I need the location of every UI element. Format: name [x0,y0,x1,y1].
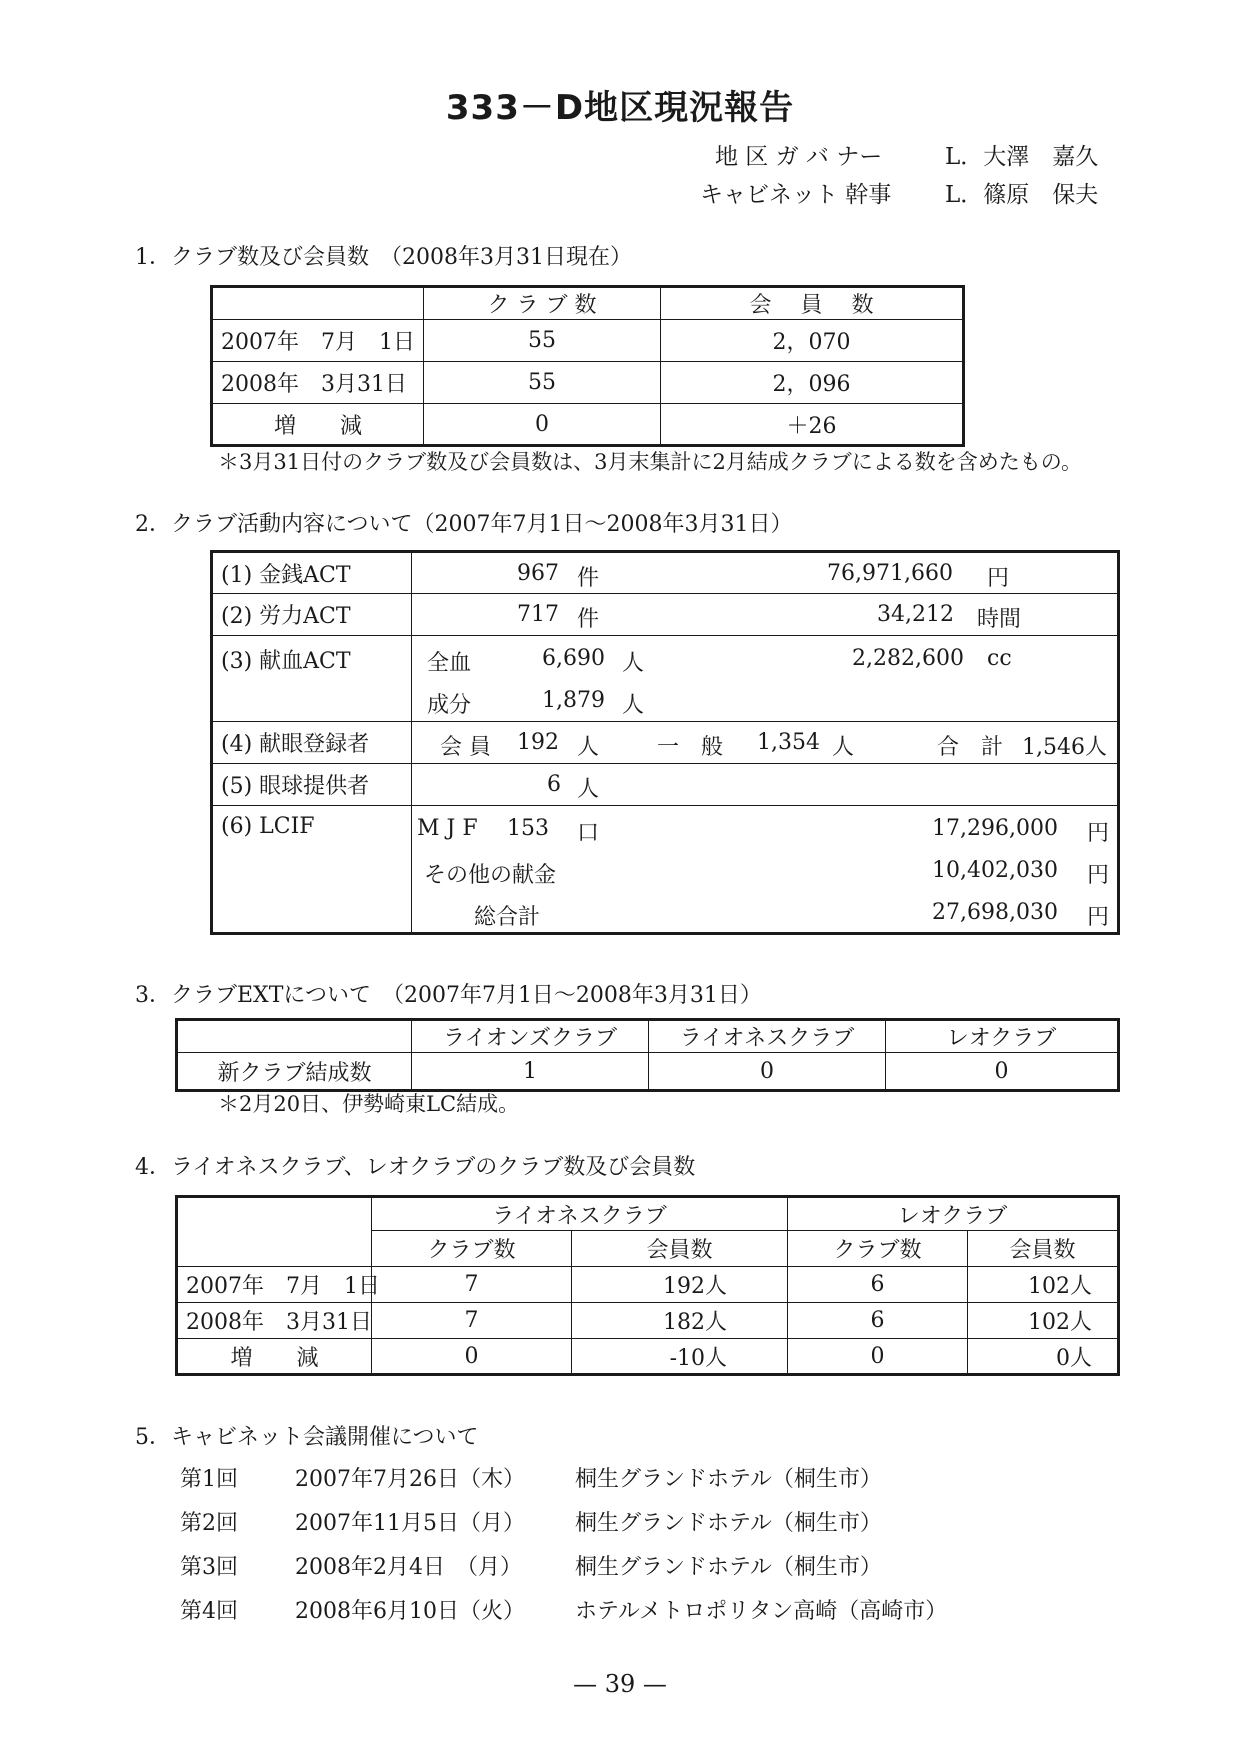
meeting-no: 第4回 [180,1599,238,1624]
component-label: 成分 [427,693,472,718]
section-4-heading: 4．ライオネスクラブ、レオクラブのクラブ数及び会員数 [135,1155,696,1180]
table-row [177,1303,1119,1339]
lioness-club-count: 0 [372,1339,572,1375]
lioness-club-count: 0 [649,1053,886,1091]
table-row [212,404,964,446]
header-cell: ライオンズクラブ [412,1020,649,1053]
subheader-cell: クラブ数 [372,1231,572,1267]
club-member-table [210,285,965,447]
member-count: ＋26 [660,404,963,446]
general-unit: 人 [832,735,855,760]
amount-unit: 円 [987,566,1010,591]
lioness-member-count: 192人 [572,1267,788,1303]
activity-table [210,550,1120,935]
other-donation-unit: 円 [1087,863,1110,888]
header-cell: 会 員 数 [660,287,963,320]
row-label: (6) LCIF [212,806,412,934]
count-value: 967 [517,561,559,586]
header-cell: ク ラ ブ 数 [423,287,660,320]
row-label: 2008年 3月31日 [177,1303,372,1339]
meeting-date: 2008年2月4日 （月） [295,1555,522,1580]
mjf-unit: 口 [577,821,600,846]
row-label: (3) 献血ACT [212,636,412,722]
lioness-leo-table [175,1195,1120,1376]
meeting-venue: 桐生グランドホテル（桐生市） [575,1511,882,1536]
subheader-cell: 会員数 [572,1231,788,1267]
subheader-cell: 会員数 [968,1231,1119,1267]
grand-total-label: 総合計 [474,905,541,930]
row-label: (1) 金銭ACT [212,552,412,594]
meeting-no: 第1回 [180,1467,238,1492]
total-value: 1,546人 [1022,735,1107,760]
whole-blood-value: 6,690 [542,646,605,671]
section-3-heading: 3．クラブEXTについて （2007年7月1日～2008年3月31日） [135,983,762,1008]
extension-table [175,1018,1120,1092]
member-unit: 人 [577,735,600,760]
amount-value: 34,212 [877,602,954,627]
page-title: 333－D地区現況報告 [445,88,795,128]
meeting-venue: ホテルメトロポリタン高崎（高崎市） [575,1599,948,1624]
lioness-member-count: 182人 [572,1303,788,1339]
header-blank [177,1197,372,1267]
section-3-note: ＊2月20日、伊勢崎東LC結成。 [218,1092,520,1116]
table-header-row [177,1020,1119,1053]
header-cell: ライオネスクラブ [649,1020,886,1053]
leo-member-count: 0人 [968,1339,1119,1375]
row-label: 2008年 3月31日 [212,362,424,404]
club-count: 55 [423,362,660,404]
grand-total-unit: 円 [1087,905,1110,930]
amount-unit: 時間 [977,607,1022,632]
count-value: 717 [517,602,559,627]
leo-member-count: 102人 [968,1267,1119,1303]
lioness-member-count: -10人 [572,1339,788,1375]
leo-member-count: 102人 [968,1303,1119,1339]
officer-name-secretary: L．篠原 保夫 [945,182,1099,208]
lioness-club-count: 7 [372,1303,572,1339]
meeting-no: 第3回 [180,1555,238,1580]
table-row [212,722,1119,764]
lions-club-count: 1 [412,1053,649,1091]
whole-blood-unit: 人 [622,651,645,676]
mjf-label: M J F [417,816,478,841]
donor-value: 6 [547,772,561,797]
group-header-lioness: ライオネスクラブ [372,1197,788,1231]
group-header-leo: レオクラブ [788,1197,1119,1231]
count-unit: 件 [577,607,600,632]
table-row [212,320,964,362]
member-count: 2，070 [660,320,963,362]
header-cell: レオクラブ [886,1020,1119,1053]
row-label: 増 減 [177,1339,372,1375]
member-label: 会 員 [440,735,491,760]
other-donation-label: その他の献金 [424,863,557,888]
leo-club-count: 0 [886,1053,1119,1091]
table-row [212,552,1119,594]
meeting-date: 2008年6月10日（火） [295,1599,525,1624]
table-row [177,1053,1119,1091]
meeting-date: 2007年7月26日（木） [295,1467,525,1492]
row-label: (2) 労力ACT [212,594,412,636]
officer-name-governor: L．大澤 嘉久 [945,144,1099,170]
member-count: 2，096 [660,362,963,404]
page-number: — 39 — [573,1670,667,1698]
meeting-no: 第2回 [180,1511,238,1536]
section-5-heading: 5．キャビネット会議開催について [135,1425,479,1450]
section-2-heading: 2．クラブ活動内容について（2007年7月1日～2008年3月31日） [135,512,793,537]
subheader-cell: クラブ数 [788,1231,968,1267]
table-row [212,764,1119,806]
table-row [212,636,1119,722]
row-label: 新クラブ結成数 [177,1053,412,1091]
leo-club-count: 6 [788,1303,968,1339]
mjf-value: 153 [507,816,549,841]
row-label: 2007年 7月 1日 [212,320,424,362]
table-header-row [212,287,964,320]
component-value: 1,879 [542,688,605,713]
table-row [212,594,1119,636]
grand-total-amount: 27,698,030 [932,900,1058,925]
meeting-venue: 桐生グランドホテル（桐生市） [575,1467,882,1492]
officer-role-secretary: キャビネット 幹事 [700,182,892,208]
header-cell [177,1020,412,1053]
count-unit: 件 [577,566,600,591]
component-unit: 人 [622,693,645,718]
meeting-venue: 桐生グランドホテル（桐生市） [575,1555,882,1580]
meeting-date: 2007年11月5日（月） [295,1511,525,1536]
table-header-row [177,1197,1119,1231]
row-label: (5) 眼球提供者 [212,764,412,806]
total-label: 合 計 [937,735,1004,760]
donor-unit: 人 [577,777,600,802]
whole-blood-label: 全血 [427,651,472,676]
table-row [177,1339,1119,1375]
section-1-note: ＊3月31日付のクラブ数及び会員数は、3月末集計に2月結成クラブによる数を含めたもの。 [218,450,1082,474]
leo-club-count: 6 [788,1267,968,1303]
club-count: 55 [423,320,660,362]
mjf-amount: 17,296,000 [932,816,1058,841]
officer-role-governor: 地 区 ガ バ ナー [715,144,883,170]
member-value: 192 [517,730,559,755]
table-row [212,362,964,404]
club-count: 0 [423,404,660,446]
amount-value: 76,971,660 [827,561,953,586]
row-label: 増 減 [212,404,424,446]
row-label: (4) 献眼登録者 [212,722,412,764]
section-1-heading: 1．クラブ数及び会員数 （2008年3月31日現在） [135,245,632,270]
row-label: 2007年 7月 1日 [177,1267,372,1303]
blood-amount-unit: cc [987,646,1012,671]
header-cell [212,287,424,320]
other-donation-amount: 10,402,030 [932,858,1058,883]
general-label: 一 般 [657,735,724,760]
table-row [212,806,1119,934]
lioness-club-count: 7 [372,1267,572,1303]
general-value: 1,354 [757,730,820,755]
mjf-amount-unit: 円 [1087,821,1110,846]
leo-club-count: 0 [788,1339,968,1375]
table-row [177,1267,1119,1303]
blood-amount-value: 2,282,600 [852,646,964,671]
